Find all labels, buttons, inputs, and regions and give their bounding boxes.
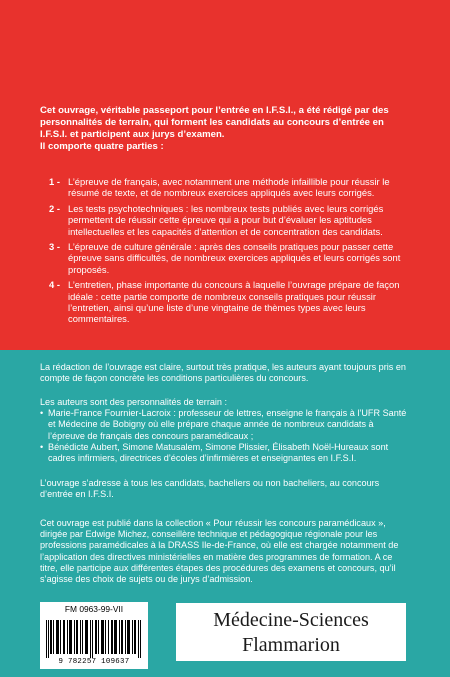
authors-intro: Les auteurs sont des personnalités de terrain : — [40, 397, 228, 407]
part-item-1 — [40, 176, 412, 199]
collection-text: Cet ouvrage est publié dans la collection « Pour réussir les concours paramédicaux », dirigée par Edwige Michez, conseillère technique et pédagogique régionale pour les professions paramédicales à la DRASS Ile-de-France, où elle est chargée notamment de l’application des directives ministérielles en matière des programmes de formation. A ce titre, elle participe aux différentes étapes des procédures des examens et concours, qu’il s’agisse des choix de sujets ou de jurys d’admission. — [40, 518, 399, 585]
barcode — [40, 617, 148, 669]
intro-parts-heading: Il comporte quatre parties : — [40, 141, 164, 152]
part-text: L’entretien, phase importante du concours à laquelle l’ouvrage prépare de façon idéale : cette partie comporte de nombreux conseils pratiques pour réussir l’entretien, ainsi qu’une liste d’une vingtaine de thèmes types avec leurs commentaires. — [68, 279, 400, 325]
intro-block — [40, 105, 412, 153]
part-item-2 — [40, 203, 412, 237]
author-text: Marie-France Fournier-Lacroix : professeur de lettres, enseigne le français à l’UFR Santé et Médecine de Bobigny où elle prépare chaque année de nombreux candidats à l’épreuve de français des concours paramédicaux ; — [48, 408, 407, 441]
part-item-3 — [40, 241, 412, 275]
publisher-logo — [176, 603, 406, 661]
publisher-line-2: Flammarion — [242, 634, 340, 656]
author-item-1 — [40, 408, 412, 442]
audience-paragraph — [40, 478, 412, 500]
part-text: Les tests psychotechniques : les nombreux tests publiés avec leurs corrigés permettent de réussir cette épreuve qui a pour but d’évaluer les aptitudes intellectuelles et les capacités d’attention et de concentration des candidats. — [68, 202, 384, 237]
redaction-paragraph — [40, 362, 412, 384]
part-number: 3 - — [49, 241, 60, 253]
catalog-code: FM 0963-99-VII — [40, 602, 148, 617]
part-number: 1 - — [49, 176, 60, 187]
redaction-text: La rédaction de l’ouvrage est claire, surtout très pratique, les auteurs ayant toujours pris en compte de façon concrète les conditions particulières du concours. — [40, 362, 406, 384]
part-number: 2 - — [49, 202, 60, 214]
collection-paragraph — [40, 518, 412, 585]
part-number: 4 - — [49, 279, 60, 291]
intro-paragraph: Cet ouvrage, véritable passeport pour l’entrée en I.F.S.I., a été rédigé par des personnalités de terrain, qui forment les candidats au concours d’entrée en I.F.S.I. et participent aux jurys d’examen. — [40, 105, 389, 140]
part-text: L’épreuve de français, avec notamment une méthode infaillible pour réussir le résumé de texte, et de nombreux exercices appliqués avec leurs corrigés. — [68, 176, 390, 199]
audience-text: L’ouvrage s’adresse à tous les candidats, bacheliers ou non bacheliers, au concours d’entrée en I.F.S.I. — [40, 478, 380, 500]
author-text: Bénédicte Aubert, Simone Matusalem, Simone Plissier, Élisabeth Noël-Hureaux sont cadres infirmiers, directrices d’écoles d’infirmières et enseignantes en I.F.S.I. — [48, 441, 389, 464]
author-item-2 — [40, 442, 412, 464]
bullet-icon: • — [40, 441, 44, 452]
publisher-line-1: Médecine-Sciences — [213, 609, 369, 631]
part-item-4 — [40, 279, 412, 325]
authors-section — [40, 397, 412, 464]
barcode-icon — [46, 620, 142, 658]
parts-list — [40, 176, 412, 329]
part-text: L’épreuve de culture générale : après des conseils pratiques pour passer cette épreuve sans difficultés, de nombreux exercices appliqués et leurs corrigés sont proposés. — [68, 241, 401, 275]
barcode-number: 9 782257 109637 — [58, 658, 130, 666]
bullet-icon: • — [40, 408, 44, 419]
